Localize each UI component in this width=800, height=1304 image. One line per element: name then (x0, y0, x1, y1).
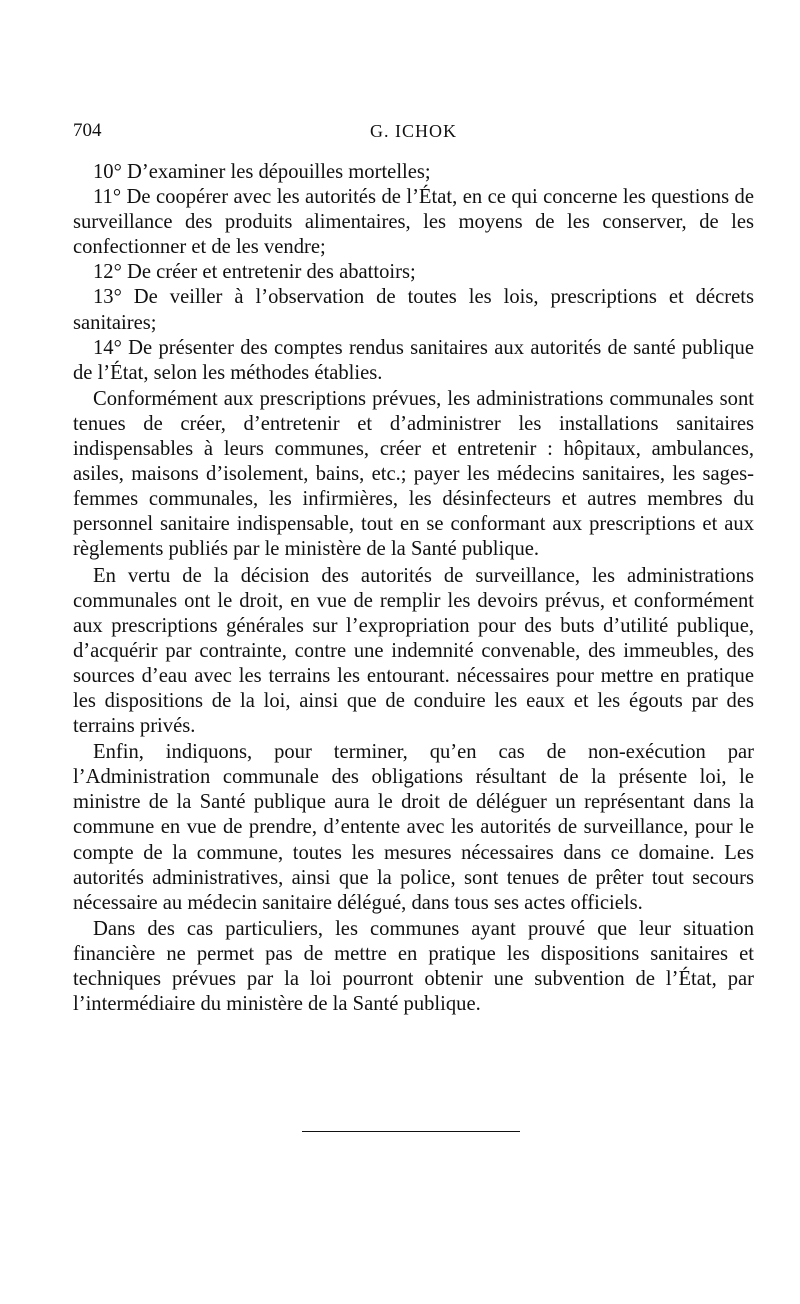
paragraph: En vertu de la décision des autorités de surveillance, les administrations communales ont le droit, en vue de remplir les devoirs prévus, et conformément aux prescriptions générales sur l’expropriation pour des buts d’utilité publique, d’acquérir par contrainte, contre une indemnité convenable, des immeubles, des sources d’eau avec les terrains les entourant. nécessaires pour mettre en pratique les dispositions de la loi, ainsi que de conduire les eaux et les égouts par des terrains privés. (73, 564, 754, 738)
running-head: G. ICHOK (370, 121, 457, 141)
list-item: 12° De créer et entretenir des abattoirs; (93, 261, 416, 284)
closing-rule (302, 1131, 520, 1132)
page-number: 704 (73, 120, 102, 141)
list-item: 14° De présenter des comptes rendus sanitaires aux autorités de santé publique de l’État, selon les méthodes établies. (73, 336, 754, 384)
page-header (73, 118, 754, 144)
paragraph: Conformément aux prescriptions prévues, les administrations communales sont tenues de créer, d’entretenir et d’administrer les installations sanitaires indispensables à leurs communes, créer et entretenir : hôpitaux, ambulances, asiles, maisons d’isolement, bains, etc.; payer les médecins sanitaires, les sages-femmes communales, les infirmières, les désinfecteurs et autres membres du personnel sanitaire indispensable, tout en se conformant aux prescriptions et aux règlements publiés par le ministère de la Santé publique. (73, 387, 754, 561)
list-item: 10° D’examiner les dépouilles mortelles; (93, 161, 431, 183)
list-item: 11° De coopérer avec les autorités de l’État, en ce qui concerne les questions de surveillance des produits alimentaires, les moyens de les conserver, de les confectionner et de les vendre; (73, 186, 754, 259)
paragraph: Enfin, indiquons, pour terminer, qu’en cas de non-exécution par l’Administration communale des obligations résultant de la présente loi, le ministre de la Santé publique aura le droit de déléguer un représentant dans la commune en vue de prendre, d’entente avec les autorités de surveillance, pour le compte de la commune, toutes les mesures nécessaires dans ce domaine. Les autorités administratives, ainsi que la police, sont tenues de prêter tout secours nécessaire au médecin sanitaire délégué, dans tous ses actes officiels. (73, 741, 754, 914)
paragraph: Dans des cas particuliers, les communes ayant prouvé que leur situation financière ne permet pas de mettre en pratique les dispositions sanitaires et techniques prévues par la loi pourront obtenir une subvention de l’État, par l’intermédiaire du ministère de la Santé publique. (73, 917, 754, 1016)
body-text (73, 160, 754, 1017)
list-item: 13° De veiller à l’observation de toutes les lois, prescriptions et décrets sanitaires; (73, 286, 754, 334)
